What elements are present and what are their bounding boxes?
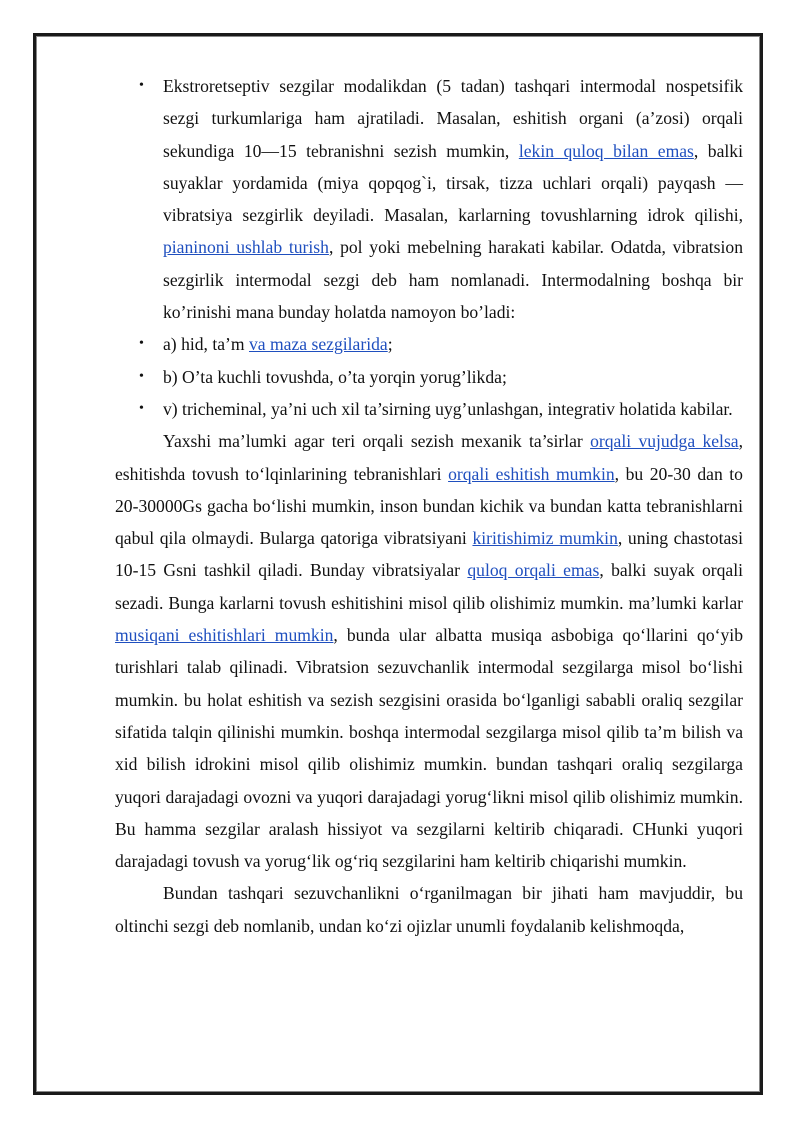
paragraph-bundan-tashqari: Bundan tashqari sezuvchanlikni o‘rganilmagan bir jihati ham mavjuddir, bu oltinchi sezgi deb nomlanib, undan ko‘zi ojizlar unumli foydalanib kelishmoqda, xyxy=(115,883,743,936)
bullet-list xyxy=(115,70,743,425)
link-quloq-orqali-emas[interactable]: quloq orqali emas xyxy=(467,560,600,581)
bullet-item-a: • a) hid, ta’m va maza sezgilarida; xyxy=(115,328,743,360)
link-pianinoni-ushlab-turish[interactable]: pianinoni ushlab turish xyxy=(163,237,329,258)
paragraph-yaxshi-malumki: Yaxshi ma’lumki agar teri orqali sezish mexanik ta’sirlar orqali vujudga kelsa, eshitishda tovush to‘lqinlarining tebranishlari orqali eshitish mumkin, bu 20-30 dan to 20-30000Gs gacha bo‘lishi mumkin, inson bundan kichik va bundan katta tebranishlarni qabul qila olmaydi. Bularga qatoriga vibratsiyani kiritishimiz mumkin, uning chastotasi 10-15 Gsni tashkil qiladi. Bunday vibratsiyalar quloq orqali emas, balki suyak orqali sezadi. Bunga karlarni tovush eshitishini misol qilib olishimiz mumkin. ma’lumki karlar musiqani eshitishlari mumkin, bunda ular albatta musiqa asbobiga qo‘llarini qo‘yib turishlari talab qilinadi. Vibratsion sezuvchanlik intermodal sezgilarga misol bo‘lishi mumkin. bu holat eshitish va sezish sezgisini orasida bo‘lganligi sababli oraliq sezgilar sifatida talqin qilinishi mumkin. boshqa intermodal sezgilarga misol qilib ta’m bilish va xid bilish idrokini misol qilib olishimiz mumkin. bundan tashqari oraliq sezgilarga yuqori darajadagi ovozni va yuqori darajadagi yorug‘likni misol qilib olishimiz mumkin. Bu hamma sezgilar aralash hissiyot va sezgilarni keltirib chiqaradi. CHunki yuqori darajadagi tovush va yorug‘lik og‘riq sezgilarini ham keltirib chiqarishi mumkin. xyxy=(115,431,744,872)
bullet-item-b: • b) O’ta kuchli tovushda, o’ta yorqin yorug’likda; xyxy=(115,361,743,393)
link-orqali-vujudga-kelsa[interactable]: orqali vujudga kelsa xyxy=(590,431,739,452)
link-lekin-quloq-bilan-emas[interactable]: lekin quloq bilan emas xyxy=(518,140,694,161)
bullet-item-v: • v) tricheminal, ya’ni uch xil ta’sirning uyg’unlashgan, integrativ holatida kabilar. xyxy=(115,393,743,425)
link-musiqani-eshitishlari-mumkin[interactable]: musiqani eshitishlari mumkin xyxy=(115,625,334,646)
document-body xyxy=(115,70,743,942)
link-va-maza-sezgilarida[interactable]: va maza sezgilarida xyxy=(248,334,388,355)
link-orqali-eshitish-mumkin[interactable]: orqali eshitish mumkin xyxy=(448,463,615,484)
link-kiritishimiz-mumkin[interactable]: kiritishimiz mumkin xyxy=(472,528,618,549)
bullet-item-ekstroretseptiv: • Ekstroretseptiv sezgilar modalikdan (5 tadan) tashqari intermodal nospetsifik sezgi turkumlariga ham ajratiladi. Masalan, eshitish organi (a’zosi) orqali sekundiga 10—15 tebranishni sezish mumkin, lekin quloq bilan emas, balki suyaklar yordamida (miya qopqog`i, tirsak, tizza uchlari orqali) payqash — vibratsiya sezgirlik deyiladi. Masalan, karlarning tovushlarning idrok qilishi, pianinoni ushlab turish, pol yoki mebelning harakati kabilar. Odatda, vibratsion sezgirlik intermodal sezgi deb ham nomlanadi. Intermodalning boshqa bir ko’rinishi mana bunday holatda namoyon bo’ladi: xyxy=(115,70,743,328)
